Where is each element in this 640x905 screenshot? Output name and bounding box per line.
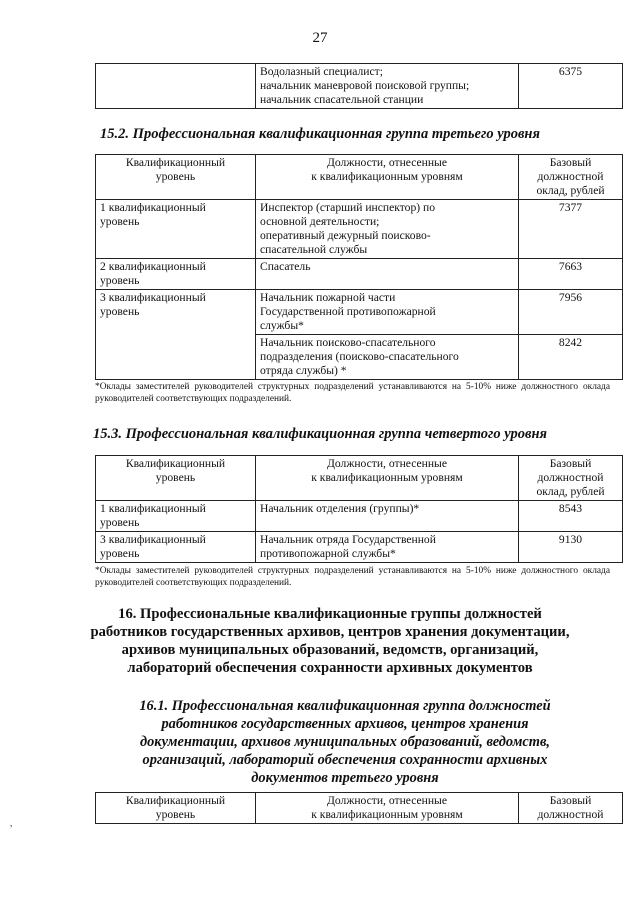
table-row: [96, 501, 623, 532]
salary-cell: 7956: [519, 290, 623, 335]
level-cell: 1 квалификационный уровень: [96, 501, 256, 532]
salary-cell: 6375: [519, 64, 623, 109]
table-header-row: [96, 155, 623, 200]
table-row: [96, 64, 623, 109]
level-cell: 3 квалификационный уровень: [96, 290, 256, 380]
section-15-2-title: 15.2. Профессиональная квалификационная группа третьего уровня: [100, 126, 540, 142]
positions-cell: Начальник отделения (группы)*: [256, 501, 519, 532]
table-row: [96, 200, 623, 259]
positions-cell: Инспектор (старший инспектор) по основной деятельности; оперативный дежурный поисково- спасательной службы: [256, 200, 519, 259]
header-level: Квалификационный уровень: [96, 793, 256, 824]
level-cell: 2 квалификационный уровень: [96, 259, 256, 290]
table-15-3: [95, 455, 623, 563]
level-cell: 1 квалификационный уровень: [96, 200, 256, 259]
table-16-1: [95, 792, 623, 824]
table-row: [96, 259, 623, 290]
positions-cell: Начальник поисково-спасательного подразделения (поисково-спасательного отряда службы) *: [256, 335, 519, 380]
footnote: *Оклады заместителей руководителей структурных подразделений устанавливаются на 5-10% ниже должностного оклада руководителей соответствующих подразделений.: [95, 566, 610, 588]
margin-mark: ,: [10, 818, 13, 828]
positions-cell: Спасатель: [256, 259, 519, 290]
salary-cell: 8242: [519, 335, 623, 380]
table-header-row: [96, 793, 623, 824]
header-positions: Должности, отнесенные к квалификационным уровням: [256, 456, 519, 501]
table-row: [96, 290, 623, 335]
section-16-1-title: 16.1. Профессиональная квалификационная группа должностей работников государственных архивов, центров хранения документации, архивов муниципальных образований, ведомств, организаций, лабораторий обеспечения сохранности архивных документов третьего уровня: [139, 698, 551, 786]
salary-cell: 9130: [519, 532, 623, 563]
page-number: 27: [312, 30, 328, 46]
footnote: *Оклады заместителей руководителей структурных подразделений устанавливаются на 5-10% ниже должностного оклада руководителей соответствующих подразделений.: [95, 382, 610, 404]
header-salary: Базовый должностной: [519, 793, 623, 824]
header-salary: Базовый должностной оклад, рублей: [519, 155, 623, 200]
level-cell: 3 квалификационный уровень: [96, 532, 256, 563]
salary-cell: 8543: [519, 501, 623, 532]
positions-cell: Водолазный специалист; начальник маневровой поисковой группы; начальник спасательной станции: [256, 64, 519, 109]
salary-cell: 7663: [519, 259, 623, 290]
positions-cell: Начальник пожарной части Государственной противопожарной службы*: [256, 290, 519, 335]
continuation-table: [95, 63, 623, 109]
table-header-row: [96, 456, 623, 501]
header-salary: Базовый должностной оклад, рублей: [519, 456, 623, 501]
header-positions: Должности, отнесенные к квалификационным уровням: [256, 793, 519, 824]
section-16-title: 16. Профессиональные квалификационные группы должностей работников государственных архивов, центров хранения документации, архивов муниципальных образований, ведомств, организаций, лабораторий обеспечения сохранности архивных документов: [90, 606, 570, 676]
salary-cell: 7377: [519, 200, 623, 259]
table-row: [96, 532, 623, 563]
table-15-2: [95, 154, 623, 380]
positions-cell: Начальник отряда Государственной противопожарной службы*: [256, 532, 519, 563]
header-level: Квалификационный уровень: [96, 456, 256, 501]
header-positions: Должности, отнесенные к квалификационным уровням: [256, 155, 519, 200]
section-15-3-title: 15.3. Профессиональная квалификационная группа четвертого уровня: [92, 426, 548, 442]
header-level: Квалификационный уровень: [96, 155, 256, 200]
